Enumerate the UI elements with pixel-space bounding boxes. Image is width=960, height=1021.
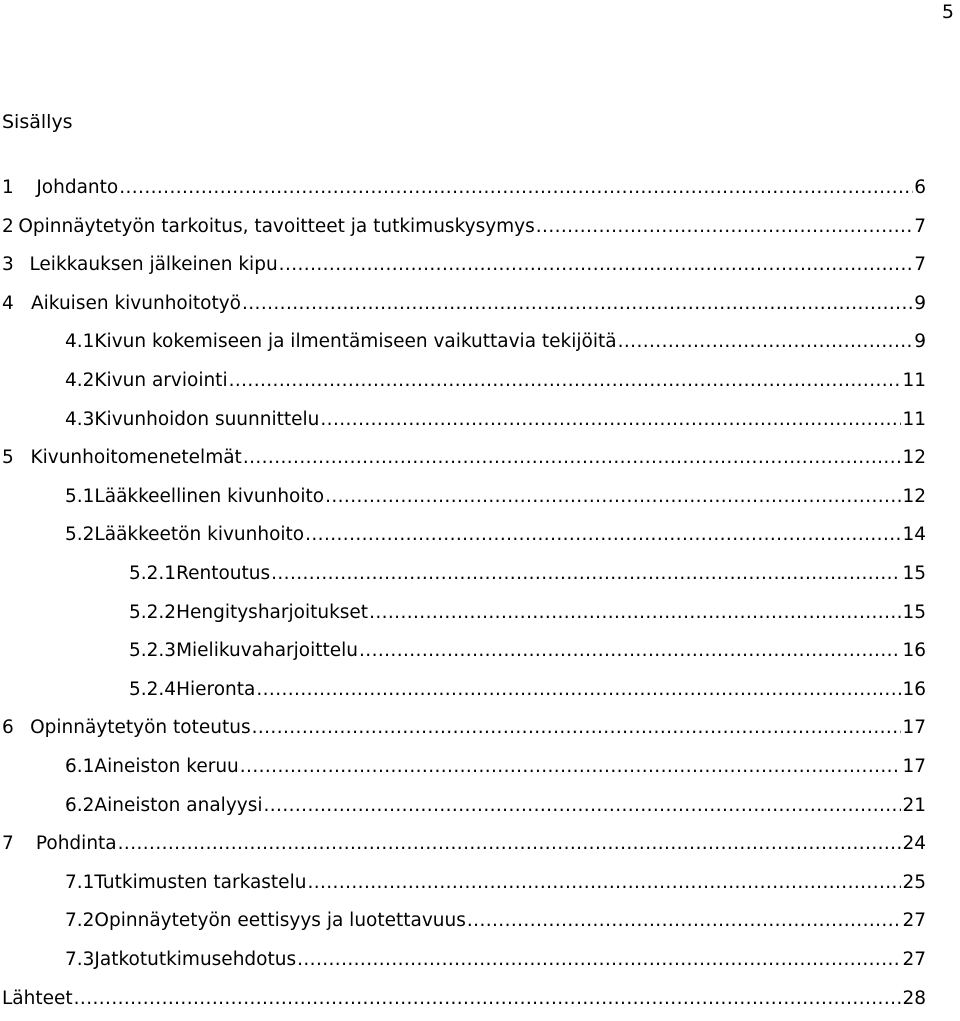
toc-entry[interactable]: [2, 212, 926, 242]
toc-entry-title: Kivunhoidon suunnittelu: [94, 408, 320, 430]
toc-entry-number: 7: [2, 833, 14, 855]
toc-entry[interactable]: [65, 791, 926, 821]
toc-entry-page: 12: [902, 447, 926, 469]
toc-entry-title: Pohdinta: [35, 833, 117, 855]
toc-entry[interactable]: [129, 598, 926, 628]
toc-entry-title: Opinnäytetyön eettisyys ja luotettavuus: [94, 910, 466, 932]
toc-entry-page: 7: [914, 254, 926, 276]
toc-leader-dots: [307, 868, 901, 898]
toc-leader-dots: [467, 906, 902, 936]
toc-entry-number: 7.3: [65, 949, 95, 970]
toc-entry-title: Tutkimusten tarkastelu: [94, 871, 307, 893]
toc-entry-number: 1: [2, 177, 14, 198]
toc-leader-dots: [536, 212, 913, 242]
toc-leader-dots: [618, 327, 914, 357]
toc-entry[interactable]: [2, 829, 926, 859]
toc-entry-number: 7.2: [65, 910, 95, 932]
toc-leader-dots: [229, 366, 902, 396]
toc-entry[interactable]: [2, 984, 926, 1014]
toc-leader-dots: [74, 984, 902, 1014]
toc-entry-title: Opinnäytetyön toteutus: [30, 717, 251, 739]
toc-entry-page: 27: [902, 910, 926, 932]
toc-leader-dots: [359, 636, 901, 666]
toc-entry-number: 4.1: [65, 331, 95, 353]
toc-entry-page: 7: [914, 215, 926, 237]
toc-entry-title: Kivun arviointi: [94, 370, 228, 391]
toc-entry-number: 5.2.4: [129, 678, 177, 700]
toc-leader-dots: [240, 752, 902, 782]
toc-entry-number: 6.1: [65, 756, 95, 777]
toc-entry-page: 28: [902, 987, 926, 1009]
toc-entry[interactable]: [65, 906, 926, 936]
toc-entry-title: Mielikuvaharjoittelu: [176, 640, 359, 662]
toc-leader-dots: [242, 289, 913, 319]
toc-entry-number: 7.1: [65, 871, 95, 893]
toc-entry-number: 6: [2, 717, 14, 739]
toc-entry-page: 17: [902, 717, 926, 739]
toc-entry[interactable]: [65, 366, 926, 396]
toc-title: Sisällys: [2, 111, 73, 133]
toc-entry-title: Lääkkeetön kivunhoito: [94, 524, 305, 546]
toc-entry-number: 5.2: [65, 524, 95, 546]
toc-leader-dots: [271, 559, 901, 589]
toc-entry-number: 5.1: [65, 485, 95, 507]
toc-entry-page: 27: [902, 949, 926, 970]
toc-entry-page: 16: [902, 640, 926, 662]
toc-entry-page: 21: [902, 794, 926, 816]
toc-entry-title: Lääkkeellinen kivunhoito: [94, 485, 325, 507]
toc-leader-dots: [305, 520, 901, 550]
toc-entry[interactable]: [65, 868, 926, 898]
toc-entry[interactable]: [2, 250, 926, 280]
toc-entry-title: Rentoutus: [176, 563, 271, 584]
toc-entry-number: 5.2.2: [129, 601, 177, 623]
toc-entry-title: Aineiston analyysi: [94, 794, 263, 816]
toc-entry-number: 4.2: [65, 370, 95, 391]
toc-leader-dots: [369, 598, 901, 628]
toc-entry[interactable]: [65, 520, 926, 550]
toc-entry-number: 5.2.1: [129, 563, 177, 584]
toc-entry-page: 15: [902, 601, 926, 623]
toc-leader-dots: [264, 791, 902, 821]
toc-entry-title: Hieronta: [176, 678, 256, 700]
toc-leader-dots: [320, 405, 901, 435]
toc-entry[interactable]: [65, 752, 926, 782]
toc-entry-page: 15: [902, 563, 926, 584]
toc-entry-title: Kivun kokemiseen ja ilmentämiseen vaikuttavia tekijöitä: [94, 331, 617, 353]
toc-leader-dots: [325, 482, 901, 512]
toc-entry-title: Leikkauksen jälkeinen kipu: [29, 254, 278, 276]
toc-entry-title: Johdanto: [36, 177, 119, 198]
toc-entry-title: Aineiston keruu: [94, 756, 239, 777]
toc-leader-dots: [256, 675, 901, 705]
toc-entry-page: 11: [902, 408, 926, 430]
toc-entry[interactable]: [2, 289, 926, 319]
toc-entry-title: Aikuisen kivunhoitotyö: [31, 292, 241, 314]
toc-leader-dots: [118, 829, 902, 859]
toc-entry[interactable]: [2, 443, 926, 473]
toc-entry-page: 12: [902, 485, 926, 507]
toc-entry[interactable]: [65, 405, 926, 435]
toc-entry-title: Lähteet: [2, 987, 73, 1009]
toc-entry[interactable]: [129, 675, 926, 705]
toc-entry[interactable]: [2, 713, 926, 743]
toc-entry[interactable]: [129, 636, 926, 666]
toc-entry-number: 5.2.3: [129, 640, 177, 662]
toc-entry-page: 14: [902, 524, 926, 546]
toc-entry-number: 3: [2, 254, 14, 276]
toc-entry-title: Kivunhoitomenetelmät: [30, 447, 242, 469]
toc-entry[interactable]: [2, 173, 926, 203]
toc-entry-number: 6.2: [65, 794, 95, 816]
toc-leader-dots: [243, 443, 902, 473]
toc-leader-dots: [119, 173, 913, 203]
toc-entry-title: Opinnäytetyön tarkoitus, tavoitteet ja tutkimuskysymys: [18, 215, 535, 237]
toc-entry[interactable]: [129, 559, 926, 589]
toc-entry-page: 9: [914, 331, 926, 353]
toc-entry-page: 25: [902, 871, 926, 893]
toc-leader-dots: [297, 945, 901, 975]
toc-entry-title: Jatkotutkimusehdotus: [94, 949, 297, 970]
toc-entry-page: 24: [902, 833, 926, 855]
toc-leader-dots: [279, 250, 914, 280]
toc-entry[interactable]: [65, 945, 926, 975]
toc-entry-page: 16: [902, 678, 926, 700]
toc-entry-number: 4.3: [65, 408, 95, 430]
toc-entry-number: 5: [2, 447, 14, 469]
toc-entry-page: 17: [902, 756, 926, 777]
toc-leader-dots: [252, 713, 902, 743]
toc-entry-page: 11: [902, 370, 926, 391]
toc-entry-page: 6: [914, 177, 926, 198]
toc-entry-page: 9: [914, 292, 926, 314]
toc-entry-title: Hengitysharjoitukset: [176, 601, 369, 623]
toc-entry-number: 2: [2, 215, 14, 237]
page-number: 5: [941, 1, 954, 23]
toc-entry[interactable]: [65, 327, 926, 357]
toc-entry-number: 4: [2, 292, 14, 314]
toc-entry[interactable]: [65, 482, 926, 512]
